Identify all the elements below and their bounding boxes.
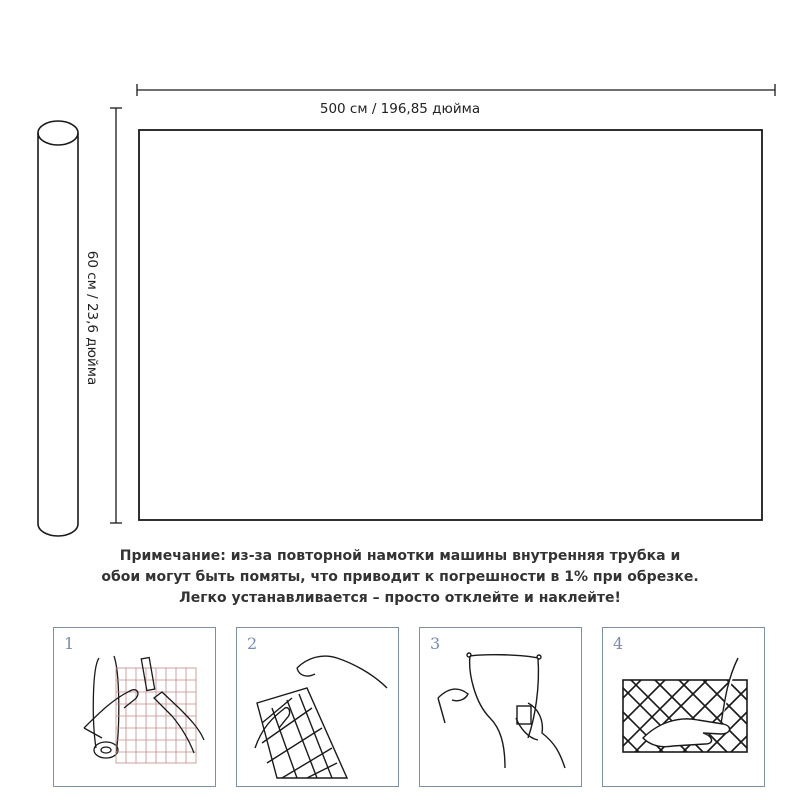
note-text	[100, 546, 700, 609]
wallpaper-roll-icon	[38, 121, 78, 536]
width-dimension-line	[137, 84, 775, 96]
height-dimension-line	[110, 108, 122, 523]
step-1-panel	[53, 627, 216, 787]
roll-unroll-icon	[54, 628, 217, 788]
step-number: 1	[64, 634, 75, 653]
smooth-out-icon	[603, 628, 766, 788]
wallpaper-sheet	[139, 130, 762, 520]
step-number: 3	[430, 634, 441, 653]
width-dimension-label: 500 см / 196,85 дюйма	[319, 101, 481, 117]
apply-to-wall-icon	[420, 628, 583, 788]
step-number: 2	[247, 634, 258, 653]
note-line: обои могут быть помяты, что приводит к погрешности в 1% при обрезке.	[101, 569, 699, 585]
step-2-panel	[236, 627, 399, 787]
peel-backing-icon	[237, 628, 400, 788]
note-line: Легко устанавливается – просто отклейте и наклейте!	[179, 590, 621, 606]
note-line: Примечание: из-за повторной намотки машины внутренняя трубка и	[119, 548, 681, 564]
height-dimension-label: 60 см / 23,6 дюйма	[84, 250, 100, 386]
step-4-panel	[602, 627, 765, 787]
step-number: 4	[613, 634, 624, 653]
step-3-panel	[419, 627, 582, 787]
